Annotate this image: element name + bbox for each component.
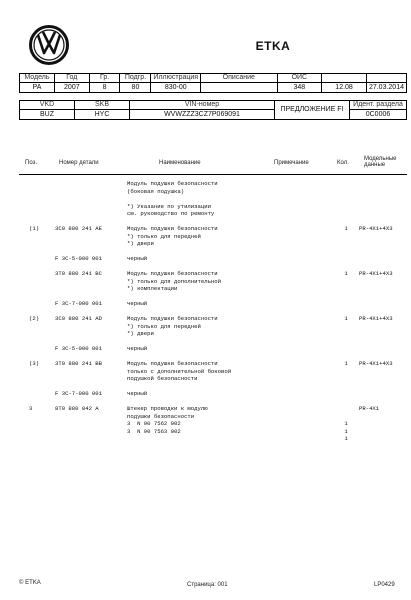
table-row (19, 263, 407, 270)
row-model-data: PR-4X1 (359, 405, 380, 412)
vw-logo-icon (29, 25, 69, 65)
row-part-number: 3C0 880 241 AD (55, 315, 102, 322)
label-subgroup: Подгр. (120, 74, 151, 83)
label-vin: VIN-номер (130, 101, 275, 110)
label-group: Гр. (89, 74, 120, 83)
value-ois: 348 (277, 83, 322, 93)
table-row (19, 188, 407, 195)
row-description: черный (127, 390, 148, 397)
table-row (19, 375, 407, 382)
table-row (19, 413, 407, 420)
row-description: Модуль подушки безопасности (127, 315, 218, 322)
row-part-number: F 3C-5-000 001 (55, 255, 102, 262)
row-description: черный (127, 300, 148, 307)
table-row (19, 218, 407, 225)
value-date: 27.03.2014 (366, 83, 406, 93)
table-row (19, 203, 407, 210)
column-part-number: Номер детали (59, 160, 99, 166)
model-info-table (19, 73, 407, 93)
row-description: только с дополнительной боковой (127, 367, 232, 375)
row-part-number: F 3C-7-000 001 (55, 300, 102, 307)
table-row (19, 285, 407, 292)
table-row (19, 240, 407, 247)
row-description: черный (127, 345, 148, 352)
value-model: PA (20, 83, 55, 93)
row-description: 3 N 90 7563 002 (127, 427, 181, 435)
row-part-number: 3T0 880 241 BC (55, 270, 102, 277)
label-illustration: Иллюстрация (151, 74, 201, 83)
vehicle-info-table (19, 100, 407, 120)
row-description: Модуль подушки безопасности (127, 225, 218, 232)
table-row (19, 293, 407, 300)
row-description: (боковая подушка) (127, 187, 185, 195)
value-group: 8 (89, 83, 120, 93)
label-description: Описание (201, 74, 277, 83)
row-part-number: 3T0 880 241 BB (55, 360, 102, 367)
label-ois: ОИС (277, 74, 322, 83)
row-part-number: F 3C-5-000 001 (55, 345, 102, 352)
row-model-data: PR-4X1+4X3 (359, 225, 393, 232)
row-description: *) двери (127, 330, 154, 337)
table-row (19, 255, 407, 262)
table-row (19, 338, 407, 345)
column-pos: Поз. (25, 160, 37, 166)
row-description: Модуль подушки безопасности (127, 270, 218, 277)
table-row (19, 390, 407, 397)
row-model-data: PR-4X1+4X3 (359, 270, 393, 277)
table-row (19, 360, 407, 367)
document-header (19, 20, 407, 68)
row-position: (3) (29, 360, 40, 367)
table-row (19, 428, 407, 435)
table-row (19, 323, 407, 330)
label-model: Модель (20, 74, 55, 83)
value-skb: HYC (75, 110, 130, 120)
row-quantity: 1 (344, 225, 348, 232)
row-position: (1) (29, 225, 40, 232)
column-note: Примечание (274, 160, 309, 166)
row-description: *) Указание по утилизации (127, 202, 211, 210)
row-description: Штекер проводки к модулю (127, 405, 208, 412)
table-row (19, 195, 407, 202)
table-row (19, 435, 407, 442)
row-description: см. руководство по ремонту (127, 210, 215, 217)
column-description: Наименование (159, 160, 201, 166)
table-row (19, 315, 407, 322)
row-description: *) только для передней (127, 322, 201, 330)
row-description: Модуль подушки безопасности (127, 360, 218, 367)
label-year: Год (54, 74, 89, 83)
footer-code: LP0429 (374, 582, 395, 588)
row-quantity: 1 (344, 420, 348, 427)
table-row (19, 270, 407, 277)
table-row (19, 233, 407, 240)
column-qty: Кол. (337, 160, 349, 166)
row-description: *) комплектации (127, 285, 178, 292)
row-description: *) только для передней (127, 232, 201, 240)
label-skb: SKB (75, 101, 130, 110)
row-quantity: 1 (344, 435, 348, 442)
table-row (19, 368, 407, 375)
table-row (19, 330, 407, 337)
table-row (19, 383, 407, 390)
value-section-id: 0C0006 (350, 110, 407, 120)
value-offer: ПРЕДЛОЖЕНИЕ FI (275, 101, 350, 120)
row-part-number: 8T0 880 842 A (55, 405, 99, 412)
row-description: подушки безопасности (127, 412, 195, 420)
row-quantity: 1 (344, 427, 348, 435)
row-model-data: PR-4X1+4X3 (359, 360, 393, 367)
value-description (201, 83, 277, 93)
row-description: подушкой безопасности (127, 375, 198, 382)
label-vkd: VKD (20, 101, 75, 110)
table-row (19, 353, 407, 360)
value-vin: WVWZZZ3CZ7P069091 (130, 110, 275, 120)
row-quantity: 1 (344, 315, 348, 322)
row-quantity: 1 (344, 270, 348, 277)
document-page (19, 20, 407, 595)
label-blank-1 (322, 74, 367, 83)
footer-left: © ETKA (19, 580, 41, 586)
row-part-number: F 3C-7-000 001 (55, 390, 102, 397)
value-vkd: BUZ (20, 110, 75, 120)
table-row (19, 308, 407, 315)
table-row (19, 248, 407, 255)
column-model-data: Модельные данные (364, 156, 397, 168)
label-blank-2 (366, 74, 406, 83)
row-description: *) двери (127, 240, 154, 247)
row-description: черный (127, 255, 148, 262)
value-year: 2007 (54, 83, 89, 93)
row-description: 3 N 90 7562 002 (127, 420, 181, 427)
table-row (19, 345, 407, 352)
table-row (19, 300, 407, 307)
parts-column-header (19, 154, 407, 175)
label-section-id: Идент. раздела (350, 101, 407, 110)
table-row (19, 180, 407, 187)
table-row (19, 398, 407, 405)
value-illustration: 830-00 (151, 83, 201, 93)
row-position: (2) (29, 315, 40, 322)
table-row (19, 278, 407, 285)
row-quantity: 1 (344, 360, 348, 367)
footer-page-number: Страница: 001 (187, 582, 228, 588)
row-description: *) только для дополнительной (127, 277, 221, 285)
row-position: 3 (29, 405, 33, 412)
table-row (19, 420, 407, 427)
value-subgroup: 80 (120, 83, 151, 93)
value-code: 12.08 (322, 83, 367, 93)
row-description: Модуль подушки безопасности (127, 180, 218, 187)
table-row (19, 210, 407, 217)
row-part-number: 3C0 880 241 AE (55, 225, 102, 232)
document-title: ETKA (255, 39, 291, 53)
row-model-data: PR-4X1+4X3 (359, 315, 393, 322)
table-row (19, 225, 407, 232)
table-row (19, 405, 407, 412)
